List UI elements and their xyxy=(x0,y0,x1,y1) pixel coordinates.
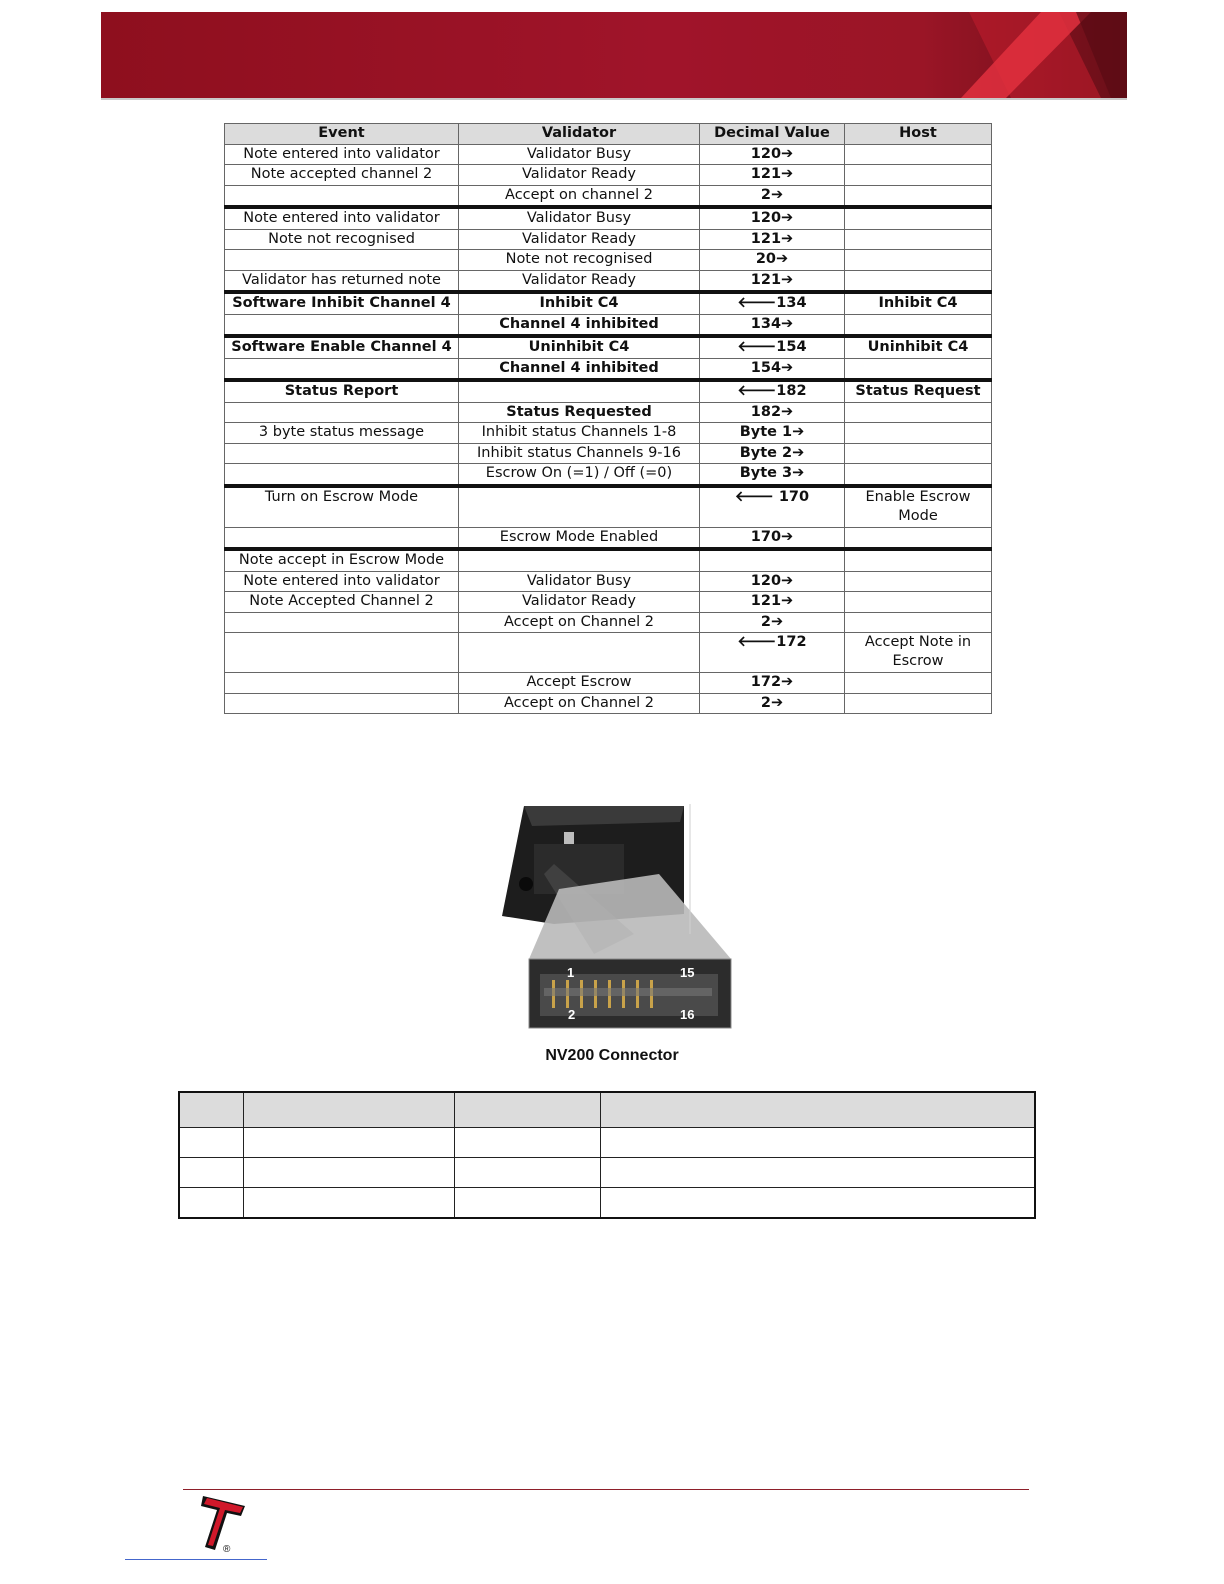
host-cell: Uninhibit C4 xyxy=(845,336,992,358)
value-cell: 2➔ xyxy=(700,693,845,714)
table-row xyxy=(225,443,992,464)
header-cell xyxy=(454,1092,600,1128)
host-cell xyxy=(845,144,992,165)
event-cell: Note entered into validator xyxy=(225,207,459,229)
table-row xyxy=(225,250,992,271)
host-cell xyxy=(845,229,992,250)
table-row xyxy=(225,486,992,528)
event-cell xyxy=(225,314,459,336)
host-cell xyxy=(845,358,992,380)
validator-cell: Validator Busy xyxy=(459,207,700,229)
event-cell: Note entered into validator xyxy=(225,571,459,592)
value-cell: Byte 1➔ xyxy=(700,423,845,444)
pin-label-1: 1 xyxy=(567,965,575,980)
host-cell xyxy=(845,673,992,694)
host-cell xyxy=(845,165,992,186)
event-cell: Note Accepted Channel 2 xyxy=(225,592,459,613)
figure-caption: NV200 Connector xyxy=(545,1047,679,1064)
event-cell xyxy=(225,693,459,714)
validator-cell: Accept on channel 2 xyxy=(459,185,700,207)
table-row xyxy=(225,673,992,694)
event-cell: Software Enable Channel 4 xyxy=(225,336,459,358)
pin-label-16: 16 xyxy=(680,1007,695,1022)
value-cell: 2➔ xyxy=(700,185,845,207)
validator-cell: Accept on Channel 2 xyxy=(459,612,700,633)
table-cell xyxy=(179,1188,243,1219)
host-cell xyxy=(845,443,992,464)
nv200-connector-photo xyxy=(494,804,734,1030)
value-cell: 170➔ xyxy=(700,527,845,549)
table-row xyxy=(225,380,992,402)
validator-cell: Inhibit C4 xyxy=(459,292,700,314)
event-cell xyxy=(225,358,459,380)
value-cell: Byte 3➔ xyxy=(700,464,845,486)
table-cell xyxy=(243,1188,454,1219)
value-cell: 🡐172 xyxy=(700,633,845,673)
validator-cell: Status Requested xyxy=(459,402,700,423)
pin-table xyxy=(178,1091,1036,1219)
validator-cell: Note not recognised xyxy=(459,250,700,271)
event-cell xyxy=(225,185,459,207)
pin-table-header xyxy=(179,1092,1035,1128)
host-cell xyxy=(845,314,992,336)
header-host: Host xyxy=(845,124,992,145)
header-cell xyxy=(243,1092,454,1128)
host-cell xyxy=(845,423,992,444)
header-decimal-value: Decimal Value xyxy=(700,124,845,145)
header-cell xyxy=(179,1092,243,1128)
header-validator: Validator xyxy=(459,124,700,145)
table-row xyxy=(225,314,992,336)
table-row xyxy=(225,571,992,592)
validator-cell xyxy=(459,633,700,673)
value-cell: 121➔ xyxy=(700,165,845,186)
host-cell: Status Request xyxy=(845,380,992,402)
event-cell: Status Report xyxy=(225,380,459,402)
event-cell: Note accept in Escrow Mode xyxy=(225,549,459,571)
table-cell xyxy=(454,1128,600,1158)
table-row xyxy=(225,592,992,613)
value-cell: 121➔ xyxy=(700,229,845,250)
value-cell: 🡐134 xyxy=(700,292,845,314)
event-cell: Note accepted channel 2 xyxy=(225,165,459,186)
host-cell xyxy=(845,693,992,714)
table-row xyxy=(225,549,992,571)
table-row xyxy=(225,207,992,229)
pin-label-15: 15 xyxy=(680,965,695,980)
table-row xyxy=(179,1128,1035,1158)
event-cell xyxy=(225,673,459,694)
table-cell xyxy=(454,1188,600,1219)
value-cell: 20➔ xyxy=(700,250,845,271)
validator-cell: Channel 4 inhibited xyxy=(459,314,700,336)
table-cell xyxy=(179,1128,243,1158)
table-row xyxy=(225,693,992,714)
event-cell: Validator has returned note xyxy=(225,270,459,292)
table-row xyxy=(179,1188,1035,1219)
table-row xyxy=(225,165,992,186)
host-cell xyxy=(845,185,992,207)
logo-link-underline xyxy=(125,1559,267,1560)
table-row xyxy=(225,185,992,207)
table-row xyxy=(225,358,992,380)
event-cell: Software Inhibit Channel 4 xyxy=(225,292,459,314)
host-cell xyxy=(845,207,992,229)
value-cell xyxy=(700,549,845,571)
table-row xyxy=(225,402,992,423)
event-cell: Note entered into validator xyxy=(225,144,459,165)
footer-divider xyxy=(183,1489,1029,1490)
event-cell xyxy=(225,443,459,464)
event-cell xyxy=(225,527,459,549)
value-cell: 120➔ xyxy=(700,144,845,165)
value-cell: 120➔ xyxy=(700,571,845,592)
events-table-header xyxy=(225,124,992,145)
table-row xyxy=(225,229,992,250)
table-cell xyxy=(454,1158,600,1188)
host-cell xyxy=(845,571,992,592)
table-row xyxy=(179,1158,1035,1188)
validator-cell: Validator Ready xyxy=(459,592,700,613)
table-row xyxy=(225,292,992,314)
table-row xyxy=(225,633,992,673)
table-cell xyxy=(243,1158,454,1188)
table-cell xyxy=(600,1188,1035,1219)
validator-cell: Escrow On (=1) / Off (=0) xyxy=(459,464,700,486)
table-row xyxy=(225,423,992,444)
host-cell: Enable Escrow Mode xyxy=(845,486,992,528)
host-cell: Accept Note in Escrow xyxy=(845,633,992,673)
registered-mark: ® xyxy=(223,1544,231,1554)
value-cell: 🡐182 xyxy=(700,380,845,402)
event-cell: 3 byte status message xyxy=(225,423,459,444)
table-cell xyxy=(179,1158,243,1188)
value-cell: 🡐 170 xyxy=(700,486,845,528)
header-cell xyxy=(600,1092,1035,1128)
table-cell xyxy=(600,1158,1035,1188)
validator-cell: Channel 4 inhibited xyxy=(459,358,700,380)
value-cell: 121➔ xyxy=(700,592,845,613)
validator-cell xyxy=(459,486,700,528)
host-cell xyxy=(845,549,992,571)
value-cell: 154➔ xyxy=(700,358,845,380)
host-cell xyxy=(845,464,992,486)
value-cell: Byte 2➔ xyxy=(700,443,845,464)
table-row xyxy=(225,612,992,633)
host-cell xyxy=(845,527,992,549)
validator-cell: Accept on Channel 2 xyxy=(459,693,700,714)
validator-cell: Validator Ready xyxy=(459,229,700,250)
validator-cell: Inhibit status Channels 9-16 xyxy=(459,443,700,464)
host-cell xyxy=(845,270,992,292)
validator-cell: Validator Ready xyxy=(459,165,700,186)
value-cell: 121➔ xyxy=(700,270,845,292)
table-row xyxy=(225,527,992,549)
host-cell xyxy=(845,592,992,613)
validator-cell: Accept Escrow xyxy=(459,673,700,694)
value-cell: 🡐154 xyxy=(700,336,845,358)
event-cell xyxy=(225,612,459,633)
validator-cell: Validator Ready xyxy=(459,270,700,292)
validator-cell: Uninhibit C4 xyxy=(459,336,700,358)
value-cell: 2➔ xyxy=(700,612,845,633)
value-cell: 134➔ xyxy=(700,314,845,336)
table-cell xyxy=(243,1128,454,1158)
event-cell xyxy=(225,464,459,486)
header-event: Event xyxy=(225,124,459,145)
event-cell: Note not recognised xyxy=(225,229,459,250)
table-row xyxy=(225,270,992,292)
events-table xyxy=(224,123,992,714)
validator-cell: Escrow Mode Enabled xyxy=(459,527,700,549)
host-cell xyxy=(845,250,992,271)
table-row xyxy=(225,464,992,486)
validator-cell: Validator Busy xyxy=(459,144,700,165)
event-cell xyxy=(225,250,459,271)
table-row xyxy=(225,336,992,358)
event-cell: Turn on Escrow Mode xyxy=(225,486,459,528)
header-banner xyxy=(101,12,1127,100)
brand-stripe-graphic xyxy=(101,12,1127,98)
validator-cell xyxy=(459,380,700,402)
event-cell xyxy=(225,633,459,673)
host-cell xyxy=(845,612,992,633)
event-cell xyxy=(225,402,459,423)
pin-label-2: 2 xyxy=(568,1007,576,1022)
value-cell: 172➔ xyxy=(700,673,845,694)
itl-logo-icon xyxy=(193,1492,253,1554)
value-cell: 182➔ xyxy=(700,402,845,423)
validator-cell: Inhibit status Channels 1-8 xyxy=(459,423,700,444)
table-cell xyxy=(600,1128,1035,1158)
host-cell xyxy=(845,402,992,423)
host-cell: Inhibit C4 xyxy=(845,292,992,314)
value-cell: 120➔ xyxy=(700,207,845,229)
validator-cell: Validator Busy xyxy=(459,571,700,592)
validator-cell xyxy=(459,549,700,571)
table-row xyxy=(225,144,992,165)
